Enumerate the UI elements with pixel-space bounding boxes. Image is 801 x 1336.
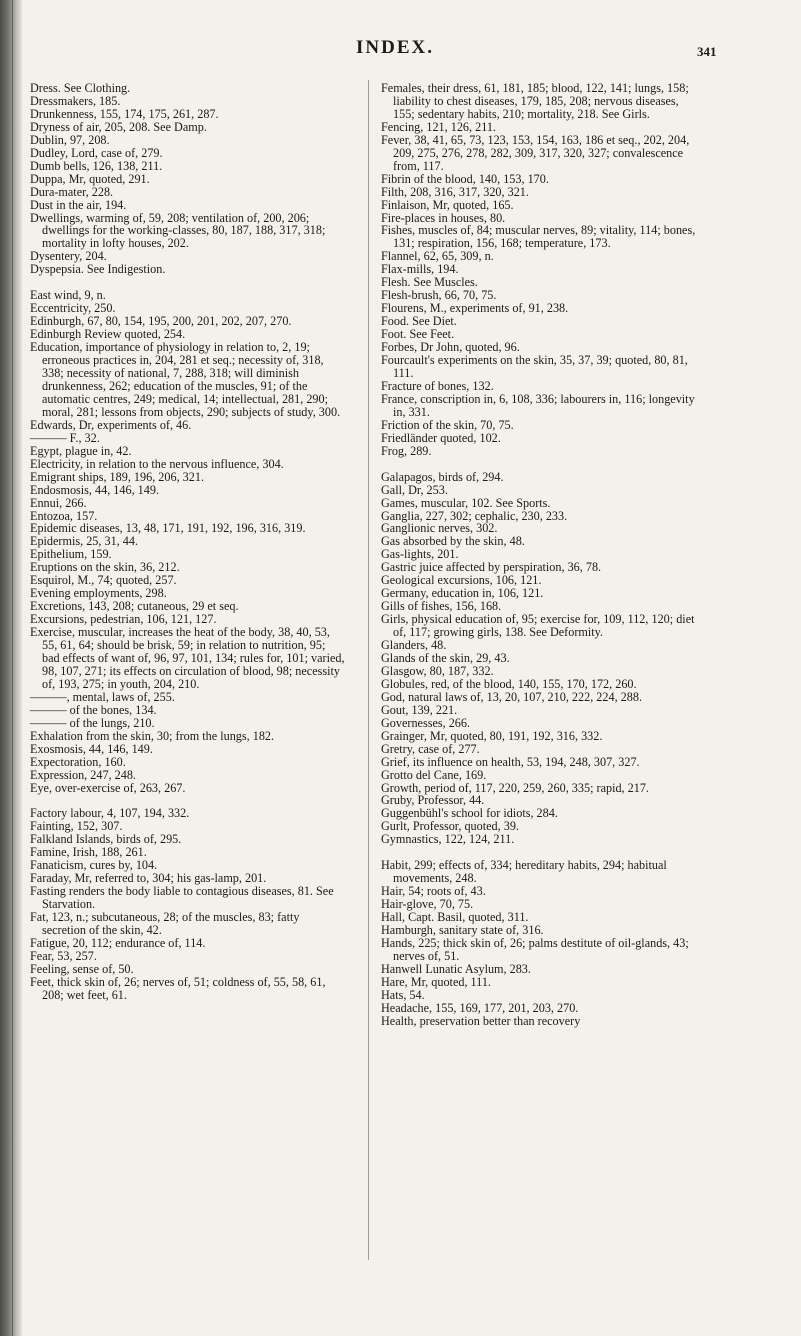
index-entry: Grotto del Cane, 169. [381,767,487,782]
index-entry: Dressmakers, 185. [30,93,121,108]
index-entry: Fracture of bones, 132. [381,378,494,393]
index-entry: Expectoration, 160. [30,754,126,769]
index-entry: ——— of the bones, 134. [30,702,157,717]
index-entry: Eccentricity, 250. [30,301,116,316]
index-column-left [30,82,345,1002]
index-entry: Egypt, plague in, 42. [30,443,132,458]
index-entry: Epidemic diseases, 13, 48, 171, 191, 192, 196, 316, 319. [30,521,306,536]
index-entry: Duppa, Mr, quoted, 291. [30,171,150,186]
index-entry: Hands, 225; thick skin of, 26; palms destitute of oil-glands, 43; nerves of, 51. [381,936,689,963]
index-entry: Friction of the skin, 70, 75. [381,417,514,432]
index-entry: Hare, Mr, quoted, 111. [381,974,491,989]
index-entry: Gretry, case of, 277. [381,741,480,756]
index-entry: Grainger, Mr, quoted, 80, 191, 192, 316, 332. [381,728,603,743]
index-entry: Exhalation from the skin, 30; from the lungs, 182. [30,728,275,743]
index-entry: Games, muscular, 102. See Sports. [381,495,551,510]
index-entry: Flax-mills, 194. [381,262,459,277]
index-column-right [381,82,699,1028]
index-entry: ——— F., 32. [30,430,100,445]
index-entry: Gills of fishes, 156, 168. [381,599,502,614]
index-entry: Hall, Capt. Basil, quoted, 311. [381,910,529,925]
index-entry: Factory labour, 4, 107, 194, 332. [30,806,190,821]
index-entry: Feet, thick skin of, 26; nerves of, 51; coldness of, 55, 58, 61, 208; wet feet, 61. [30,974,326,1002]
index-entry: Girls, physical education of, 95; exercise for, 109, 112, 120; diet of, 117; growing girls, 138. See Deformity. [381,612,695,640]
index-entry: Hanwell Lunatic Asylum, 283. [381,961,531,976]
index-entry: Fencing, 121, 126, 211. [381,119,496,134]
index-entry: Excretions, 143, 208; cutaneous, 29 et seq. [30,599,239,614]
index-entry: Gall, Dr, 253. [381,482,448,497]
index-entry: God, natural laws of, 13, 20, 107, 210, 222, 224, 288. [381,689,642,704]
index-entry: Excursions, pedestrian, 106, 121, 127. [30,612,217,627]
index-entry: Dress. See Clothing. [30,81,131,95]
index-entry: Endosmosis, 44, 146, 149. [30,482,159,497]
index-entry: Flesh. See Muscles. [381,275,478,290]
index-entry: Foot. See Feet. [381,327,455,342]
index-entry: Gymnastics, 122, 124, 211. [381,832,515,847]
index-entry: Headache, 155, 169, 177, 201, 203, 270. [381,1000,579,1015]
index-entry: Globules, red, of the blood, 140, 155, 170, 172, 260. [381,676,637,691]
index-entry: Finlaison, Mr, quoted, 165. [381,197,514,212]
index-entry: Edinburgh, 67, 80, 154, 195, 200, 201, 202, 207, 270. [30,314,292,329]
index-entry: Emigrant ships, 189, 196, 206, 321. [30,469,205,484]
index-entry: Fanaticism, cures by, 104. [30,858,158,873]
index-entry: Hair, 54; roots of, 43. [381,884,486,899]
index-entry: Fatigue, 20, 112; endurance of, 114. [30,936,206,950]
index-entry: Gruby, Professor, 44. [381,793,485,808]
index-entry: Hair-glove, 70, 75. [381,897,474,912]
index-entry: Forbes, Dr John, quoted, 96. [381,340,520,355]
index-entry: Fever, 38, 41, 65, 73, 123, 153, 154, 163, 186 et seq., 202, 204, 209, 275, 276, 278, 282, 309, 317, 320, 327; convalescence from, 117. [381,132,690,173]
index-entry: Dwellings, warming of, 59, 208; ventilation of, 200, 206; dwellings for the working-classes, 80, 187, 188, 317, 318; mortality in lofty houses, 202. [30,210,326,251]
index-entry: Friedländer quoted, 102. [381,430,501,445]
index-entry: Grief, its influence on health, 53, 194, 248, 307, 327. [381,754,640,769]
index-entry: Dust in the air, 194. [30,197,127,212]
index-entry: Epidermis, 25, 31, 44. [30,534,138,549]
index-entry: France, conscription in, 6, 108, 336; labourers in, 116; longevity in, 331. [381,391,695,419]
index-entry: Evening employments, 298. [30,586,167,601]
index-entry: Fibrin of the blood, 140, 153, 170. [381,171,549,186]
index-entry: Flannel, 62, 65, 309, n. [381,249,494,264]
index-entry: Geological excursions, 106, 121. [381,573,542,588]
index-entry: Fainting, 152, 307. [30,819,123,834]
index-entry: Fear, 53, 257. [30,948,97,963]
index-entry: Hamburgh, sanitary state of, 316. [381,923,544,938]
page-number: 341 [697,44,717,59]
index-entry: Ennui, 266. [30,495,87,510]
index-entry: Dyspepsia. See Indigestion. [30,262,166,277]
index-entry: Education, importance of physiology in relation to, 2, 19; erroneous practices in, 204, 281 et seq.; necessity of, 318, 338; necessity of national, 7, 288, 318; will diminish drunkenness, 262; education of the muscles, 91; of the automatic centres, 249; medical, 14; intellectual, 281, 290; moral, 281; lessons from objects, 290; subjects of study, 300. [30,340,341,419]
index-entry: Electricity, in relation to the nervous influence, 304. [30,456,284,471]
index-entry: Dura-mater, 228. [30,184,114,199]
index-entry: Faraday, Mr, referred to, 304; his gas-lamp, 201. [30,871,267,886]
index-entry: Fat, 123, n.; subcutaneous, 28; of the muscles, 83; fatty secretion of the skin, 42. [30,910,300,938]
page-binding-shadow [0,0,22,1336]
index-entry: Fasting renders the body liable to contagious diseases, 81. See Starvation. [30,884,334,912]
index-entry: Health, preservation better than recovery [381,1013,581,1028]
index-entry: Ganglionic nerves, 302. [381,521,498,536]
index-entry: Eruptions on the skin, 36, 212. [30,560,180,575]
index-entry: ——— of the lungs, 210. [30,715,155,730]
index-entry: Expression, 247, 248. [30,767,136,782]
index-entry: Frog, 289. [381,443,432,458]
index-entry: Feeling, sense of, 50. [30,961,134,976]
index-entry: Gastric juice affected by perspiration, 36, 78. [381,560,602,575]
index-entry: Flesh-brush, 66, 70, 75. [381,288,497,303]
index-entry: Habit, 299; effects of, 334; hereditary habits, 294; habitual movements, 248. [381,858,667,886]
index-entry: Dryness of air, 205, 208. See Damp. [30,119,207,134]
index-entry: Edinburgh Review quoted, 254. [30,327,186,342]
index-entry: Dublin, 97, 208. [30,132,110,147]
index-entry: Drunkenness, 155, 174, 175, 261, 287. [30,106,219,121]
index-entry: Growth, period of, 117, 220, 259, 260, 335; rapid, 217. [381,780,649,795]
index-entry: Famine, Irish, 188, 261. [30,845,147,860]
index-entry: Gas-lights, 201. [381,547,459,562]
index-entry: Glanders, 48. [381,638,447,653]
index-entry: Hats, 54. [381,987,425,1002]
index-entry: Eye, over-exercise of, 263, 267. [30,780,186,795]
index-entry: ———, mental, laws of, 255. [30,689,175,704]
index-entry: Females, their dress, 61, 181, 185; blood, 122, 141; lungs, 158; liability to chest diseases, 179, 185, 208; nervous diseases, 155; sedentary habits, 210; mortality, 218. See Girls. [381,81,689,121]
index-entry: Edwards, Dr, experiments of, 46. [30,417,192,432]
index-entry: Governesses, 266. [381,715,471,730]
column-divider [368,80,369,1260]
index-entry: Esquirol, M., 74; quoted, 257. [30,573,177,588]
index-entry: Falkland Islands, birds of, 295. [30,832,182,847]
index-entry: Exosmosis, 44, 146, 149. [30,741,153,756]
index-entry: Germany, education in, 106, 121. [381,586,544,601]
index-entry: Filth, 208, 316, 317, 320, 321. [381,184,529,199]
index-entry: Fourcault's experiments on the skin, 35, 37, 39; quoted, 80, 81, 111. [381,353,688,380]
index-entry: Fire-places in houses, 80. [381,210,506,225]
index-entry: Flourens, M., experiments of, 91, 238. [381,301,569,316]
index-entry: Guggenbühl's school for idiots, 284. [381,806,558,821]
index-entry: Glands of the skin, 29, 43. [381,650,510,665]
page-title: INDEX. [356,37,434,58]
index-entry: Exercise, muscular, increases the heat of the body, 38, 40, 53, 55, 61, 64; should be brisk, 59; in relation to nutrition, 95; bad effects of want of, 96, 97, 101, 134; rules for, 101; varied, 98, 107, 271; its effects on circulation of blood, 98; necessity of, 193, 275; in youth, 204, 210. [30,625,345,691]
section-gap [381,458,699,471]
index-entry: Ganglia, 227, 302; cephalic, 230, 233. [381,508,568,523]
index-entry: Gout, 139, 221. [381,702,458,717]
index-entry: Food. See Diet. [381,314,457,329]
index-entry: Gas absorbed by the skin, 48. [381,534,525,549]
index-entry: Entozoa, 157. [30,508,98,523]
index-entry: Dumb bells, 126, 138, 211. [30,158,163,173]
index-entry: Gurlt, Professor, quoted, 39. [381,819,519,834]
index-entry: Dysentery, 204. [30,249,107,264]
index-entry: East wind, 9, n. [30,288,106,303]
binding-rule [12,0,13,1336]
index-entry: Epithelium, 159. [30,547,112,562]
index-entry: Fishes, muscles of, 84; muscular nerves, 89; vitality, 114; bones, 131; respiration, 156, 168; temperature, 173. [381,223,696,251]
index-entry: Galapagos, birds of, 294. [381,469,504,484]
index-entry: Dudley, Lord, case of, 279. [30,145,163,160]
index-entry: Glasgow, 80, 187, 332. [381,663,494,678]
